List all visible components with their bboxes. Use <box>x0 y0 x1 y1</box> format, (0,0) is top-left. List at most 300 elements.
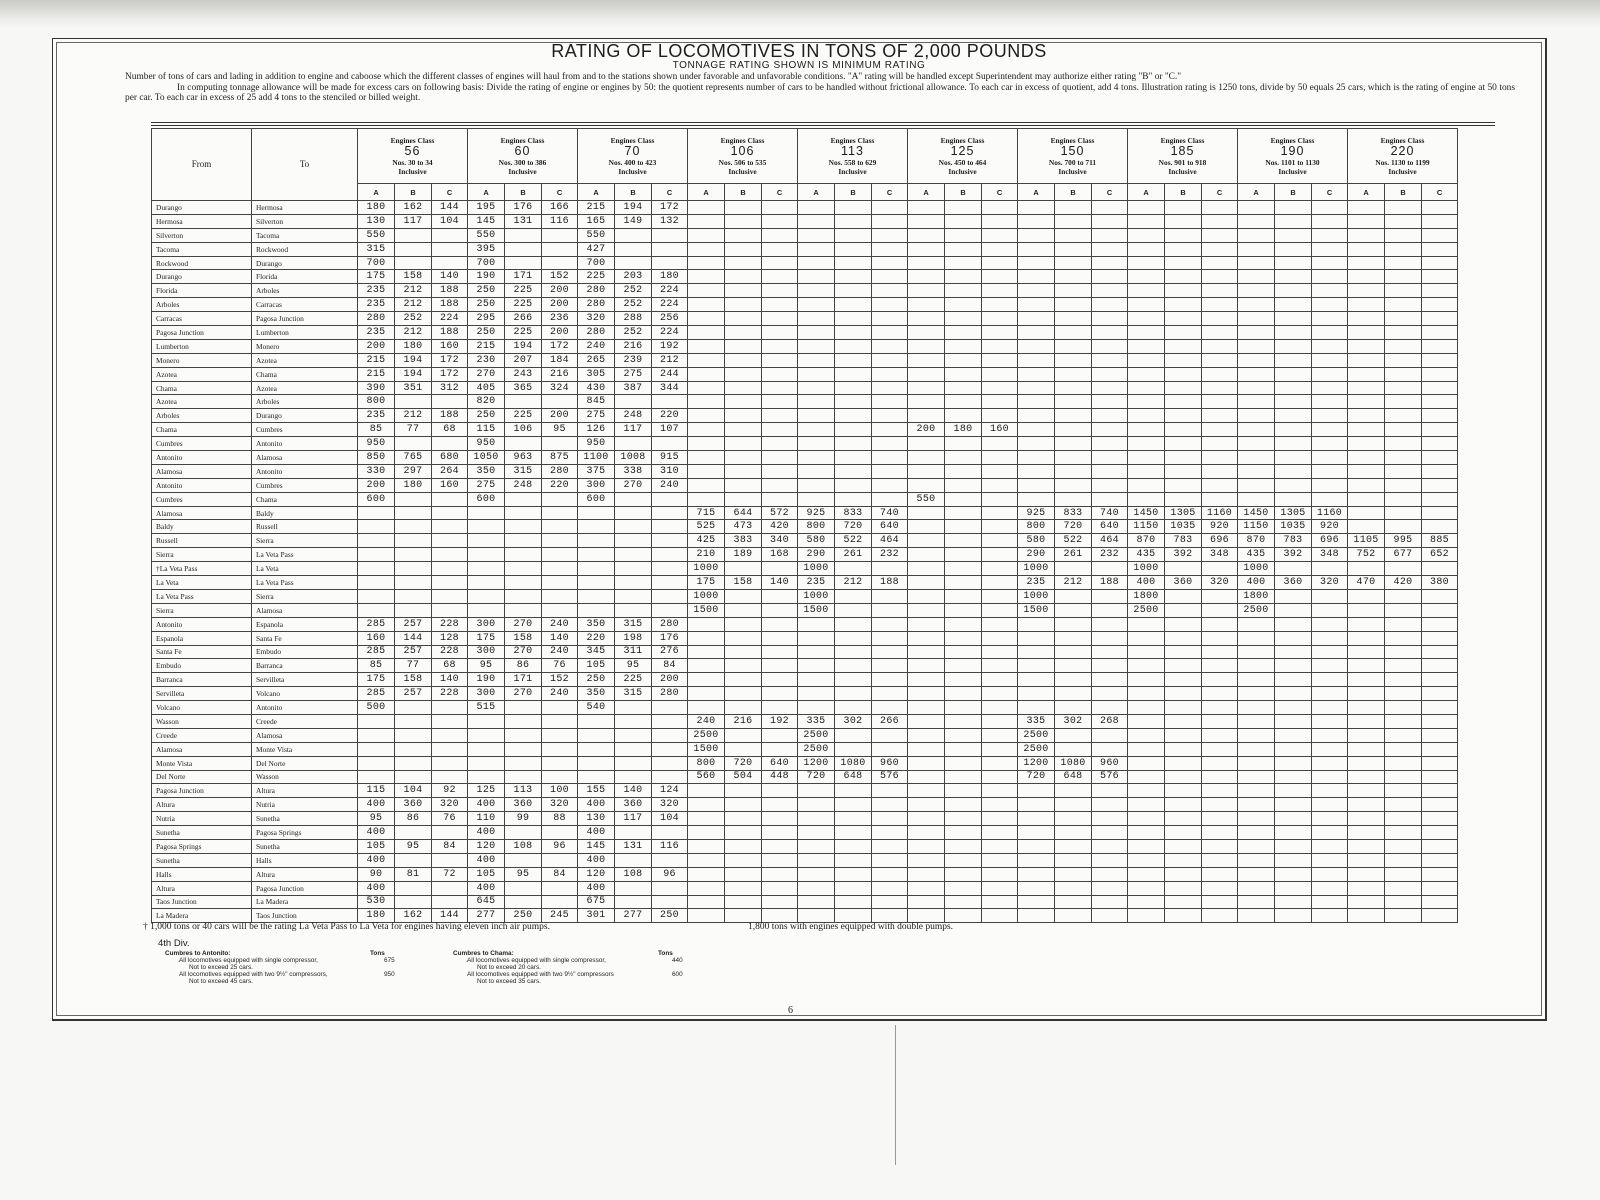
rating-cell: 188 <box>432 326 468 340</box>
engine-class-line1: Engines Class <box>1380 136 1425 145</box>
rating-cell <box>762 909 798 923</box>
rating-cell <box>688 673 725 687</box>
rating-cell <box>1422 784 1458 798</box>
rating-cell <box>1238 631 1275 645</box>
rating-cell <box>725 339 762 353</box>
rating-cell <box>1055 701 1092 715</box>
rating-cell <box>982 701 1018 715</box>
rating-cell <box>872 673 908 687</box>
rating-cell <box>1202 687 1238 701</box>
rating-cell: 1500 <box>688 603 725 617</box>
rating-cell: 95 <box>542 423 578 437</box>
rating-cell <box>1165 798 1202 812</box>
rating-cell <box>835 812 872 826</box>
rating-cell <box>725 645 762 659</box>
rating-cell <box>1312 812 1348 826</box>
rating-cell: 212 <box>1055 576 1092 590</box>
table-row <box>152 867 1458 881</box>
rating-cell <box>908 589 945 603</box>
rating-cell: 550 <box>908 492 945 506</box>
rating-cell <box>725 853 762 867</box>
rating-cell <box>1092 687 1128 701</box>
rating-cell <box>1202 478 1238 492</box>
station-to: Pagosa Springs <box>252 826 358 840</box>
rating-cell: 145 <box>578 839 615 853</box>
rating-cell <box>1312 839 1348 853</box>
rating-cell: 400 <box>468 826 505 840</box>
note-item-line: Not to exceed 25 cars. <box>189 964 253 971</box>
rating-cell <box>1165 242 1202 256</box>
rating-cell <box>725 867 762 881</box>
rating-cell: 280 <box>542 464 578 478</box>
scan-fold-line <box>895 1025 896 1165</box>
rating-cell <box>1238 853 1275 867</box>
rating-cell: 84 <box>652 659 688 673</box>
rating-cell <box>505 826 542 840</box>
rating-cell: 184 <box>542 353 578 367</box>
station-to: Chama <box>252 367 358 381</box>
rating-cell <box>798 826 835 840</box>
rating-cell <box>1385 784 1422 798</box>
rating-cell <box>395 756 432 770</box>
rating-cell: 252 <box>615 326 652 340</box>
rating-cell <box>1055 326 1092 340</box>
rating-cell: 280 <box>358 312 395 326</box>
rating-cell: 113 <box>505 784 542 798</box>
rating-cell <box>1348 687 1385 701</box>
rating-cell <box>688 895 725 909</box>
rating-cell <box>1238 728 1275 742</box>
rating-cell <box>1128 326 1165 340</box>
rating-cell: 240 <box>688 714 725 728</box>
rating-cell <box>798 353 835 367</box>
rating-cell: 360 <box>615 798 652 812</box>
rating-cell <box>1165 603 1202 617</box>
rating-cell <box>798 228 835 242</box>
rating-cell: 1200 <box>798 756 835 770</box>
rating-cell <box>725 312 762 326</box>
rating-cell <box>835 395 872 409</box>
rating-letter-header: C <box>872 184 908 201</box>
rating-cell <box>1128 687 1165 701</box>
rating-cell <box>1092 895 1128 909</box>
rating-cell <box>1055 603 1092 617</box>
rating-cell: 400 <box>358 798 395 812</box>
rating-cell <box>1238 464 1275 478</box>
rating-cell <box>1312 478 1348 492</box>
rating-cell <box>908 659 945 673</box>
rating-letter-header: A <box>1128 184 1165 201</box>
rating-cell: 155 <box>578 784 615 798</box>
rating-cell <box>395 395 432 409</box>
rating-cell <box>468 589 505 603</box>
rating-cell <box>1312 770 1348 784</box>
rating-cell: 288 <box>615 312 652 326</box>
rating-cell: 375 <box>578 464 615 478</box>
rating-cell: 400 <box>578 853 615 867</box>
engine-class-range: Nos. 901 to 918 <box>1158 158 1207 167</box>
rating-cell <box>1275 839 1312 853</box>
rating-cell <box>1312 784 1348 798</box>
station-to: Azotea <box>252 353 358 367</box>
rating-cell <box>945 728 982 742</box>
rating-cell: 158 <box>395 270 432 284</box>
rating-cell <box>1348 867 1385 881</box>
rating-cell <box>358 770 395 784</box>
rating-cell <box>1275 381 1312 395</box>
rating-cell: 677 <box>1385 548 1422 562</box>
rating-cell: 315 <box>615 687 652 701</box>
rating-cell <box>872 617 908 631</box>
engine-class-range: Nos. 30 to 34 <box>392 158 433 167</box>
rating-cell: 131 <box>615 839 652 853</box>
rating-cell <box>1238 881 1275 895</box>
rating-cell <box>1128 701 1165 715</box>
rating-cell <box>652 520 688 534</box>
rating-cell <box>1422 756 1458 770</box>
rating-cell <box>872 214 908 228</box>
rating-cell <box>395 895 432 909</box>
rating-cell <box>578 770 615 784</box>
rating-cell: 240 <box>542 687 578 701</box>
rating-cell <box>1422 201 1458 215</box>
rating-cell <box>1202 464 1238 478</box>
rating-cell: 230 <box>468 353 505 367</box>
rating-cell <box>908 478 945 492</box>
rating-cell: 350 <box>578 687 615 701</box>
rating-cell <box>1275 451 1312 465</box>
rating-cell <box>578 506 615 520</box>
rating-cell: 2500 <box>1238 603 1275 617</box>
rating-cell <box>688 867 725 881</box>
rating-cell <box>835 701 872 715</box>
rating-cell <box>872 589 908 603</box>
rating-cell <box>1422 312 1458 326</box>
rating-cell: 90 <box>358 867 395 881</box>
rating-cell: 188 <box>432 284 468 298</box>
rating-cell <box>652 770 688 784</box>
rating-cell <box>798 437 835 451</box>
rating-cell: 235 <box>358 326 395 340</box>
rating-cell <box>1018 909 1055 923</box>
rating-cell: 250 <box>652 909 688 923</box>
rating-cell <box>505 242 542 256</box>
rating-cell <box>835 242 872 256</box>
rating-cell <box>762 478 798 492</box>
rating-cell: 250 <box>468 284 505 298</box>
rating-cell <box>1238 339 1275 353</box>
rating-cell <box>872 367 908 381</box>
rating-cell: 250 <box>468 409 505 423</box>
rating-cell <box>1165 895 1202 909</box>
rating-cell <box>945 742 982 756</box>
rating-cell: 560 <box>688 770 725 784</box>
rating-cell <box>1165 478 1202 492</box>
rating-cell <box>652 492 688 506</box>
rating-cell <box>505 756 542 770</box>
rating-cell <box>1312 756 1348 770</box>
rating-cell <box>1092 326 1128 340</box>
engine-class-header <box>1348 129 1458 184</box>
rating-cell <box>688 284 725 298</box>
rating-cell <box>505 742 542 756</box>
table-row <box>152 784 1458 798</box>
rating-cell: 833 <box>835 506 872 520</box>
table-header-row <box>152 129 1458 184</box>
rating-cell <box>505 881 542 895</box>
rating-cell <box>1422 326 1458 340</box>
rating-cell: 235 <box>358 409 395 423</box>
rating-cell <box>1348 395 1385 409</box>
rating-cell <box>725 895 762 909</box>
rating-cell <box>1055 687 1092 701</box>
rating-cell <box>798 784 835 798</box>
rating-cell <box>468 756 505 770</box>
rating-cell <box>688 853 725 867</box>
rating-cell <box>1348 603 1385 617</box>
rating-cell <box>1202 812 1238 826</box>
rating-cell <box>1348 451 1385 465</box>
rating-cell <box>908 839 945 853</box>
rating-cell <box>1385 617 1422 631</box>
rating-cell <box>1238 839 1275 853</box>
rating-cell <box>835 492 872 506</box>
rating-cell: 95 <box>468 659 505 673</box>
rating-cell: 1000 <box>1128 562 1165 576</box>
engine-class-range: Nos. 400 to 423 <box>608 158 657 167</box>
rating-cell: 216 <box>542 367 578 381</box>
rating-cell <box>1422 853 1458 867</box>
rating-cell: 1500 <box>688 742 725 756</box>
rating-cell <box>358 756 395 770</box>
station-to: La Veta Pass <box>252 548 358 562</box>
rating-cell <box>542 589 578 603</box>
rating-cell <box>1165 409 1202 423</box>
rating-cell <box>872 339 908 353</box>
rating-cell <box>945 242 982 256</box>
rating-cell <box>982 256 1018 270</box>
rating-cell <box>1312 423 1348 437</box>
rating-cell <box>798 492 835 506</box>
rating-cell <box>835 909 872 923</box>
rating-cell <box>982 812 1018 826</box>
engine-class-header <box>1238 129 1348 184</box>
rating-cell: 963 <box>505 451 542 465</box>
rating-cell: 224 <box>652 326 688 340</box>
rating-cell <box>1238 298 1275 312</box>
rating-cell <box>908 714 945 728</box>
rating-cell: 350 <box>578 617 615 631</box>
rating-cell <box>982 506 1018 520</box>
rating-cell <box>1422 714 1458 728</box>
rating-cell <box>872 437 908 451</box>
rating-cell <box>835 617 872 631</box>
rating-cell <box>1275 478 1312 492</box>
rating-cell: 2500 <box>798 728 835 742</box>
rating-cell <box>1422 631 1458 645</box>
rating-cell <box>762 256 798 270</box>
rating-cell <box>835 367 872 381</box>
rating-cell: 300 <box>468 617 505 631</box>
table-row <box>152 562 1458 576</box>
rating-cell: 228 <box>432 687 468 701</box>
rating-cell <box>1055 617 1092 631</box>
station-from: Creede <box>152 728 252 742</box>
station-to: Embudo <box>252 645 358 659</box>
rating-cell <box>1422 409 1458 423</box>
station-to: Hermosa <box>252 201 358 215</box>
rating-cell <box>578 562 615 576</box>
rating-cell <box>688 353 725 367</box>
rating-cell <box>725 881 762 895</box>
rating-cell <box>1312 645 1348 659</box>
station-from: Azotea <box>152 367 252 381</box>
rating-cell <box>1275 437 1312 451</box>
rating-cell <box>982 326 1018 340</box>
rating-cell <box>615 881 652 895</box>
rating-cell: 85 <box>358 423 395 437</box>
rating-cell: 175 <box>688 576 725 590</box>
rating-cell: 1305 <box>1165 506 1202 520</box>
station-to: Baldy <box>252 506 358 520</box>
rating-cell <box>505 576 542 590</box>
rating-cell <box>762 492 798 506</box>
rating-cell <box>1275 756 1312 770</box>
rating-cell: 1800 <box>1128 589 1165 603</box>
note-cumbres-antonito <box>165 950 414 985</box>
rating-cell <box>725 423 762 437</box>
rating-cell: 600 <box>358 492 395 506</box>
rating-cell <box>1312 284 1348 298</box>
rating-cell: 168 <box>762 548 798 562</box>
engine-class-incl: Inclusive <box>948 167 977 176</box>
station-to: Nutria <box>252 798 358 812</box>
rating-cell <box>908 381 945 395</box>
rating-cell: 470 <box>1348 576 1385 590</box>
rating-cell <box>1385 728 1422 742</box>
rating-cell: 740 <box>1092 506 1128 520</box>
station-to: Taos Junction <box>252 909 358 923</box>
rating-cell <box>1422 826 1458 840</box>
rating-cell <box>1092 839 1128 853</box>
rating-cell <box>1348 520 1385 534</box>
rating-cell <box>1092 451 1128 465</box>
rating-cell <box>798 326 835 340</box>
rating-cell <box>542 576 578 590</box>
rating-cell <box>982 520 1018 534</box>
station-from: Antonito <box>152 451 252 465</box>
rating-cell <box>542 603 578 617</box>
rating-cell <box>1092 826 1128 840</box>
rating-cell <box>1092 256 1128 270</box>
rating-cell <box>945 478 982 492</box>
rating-cell <box>1202 603 1238 617</box>
rating-cell <box>908 270 945 284</box>
rating-cell: 225 <box>505 298 542 312</box>
rating-cell <box>872 326 908 340</box>
rating-cell <box>1202 631 1238 645</box>
rating-cell <box>1128 673 1165 687</box>
rating-cell <box>615 826 652 840</box>
rating-cell <box>1238 895 1275 909</box>
rating-cell <box>1128 201 1165 215</box>
rating-cell <box>1348 478 1385 492</box>
rating-cell <box>1385 673 1422 687</box>
rating-cell: 225 <box>615 673 652 687</box>
rating-cell <box>1385 464 1422 478</box>
rating-cell <box>432 534 468 548</box>
table-row <box>152 701 1458 715</box>
rating-cell <box>1018 659 1055 673</box>
rating-cell <box>1202 728 1238 742</box>
rating-cell <box>395 228 432 242</box>
rating-cell <box>1275 312 1312 326</box>
rating-cell <box>1238 478 1275 492</box>
rating-cell <box>1055 242 1092 256</box>
rating-cell <box>798 909 835 923</box>
rating-cell <box>1385 228 1422 242</box>
rating-cell <box>872 201 908 215</box>
station-to: Russell <box>252 520 358 534</box>
rating-cell: 576 <box>872 770 908 784</box>
station-from: Monte Vista <box>152 756 252 770</box>
rating-cell: 195 <box>468 201 505 215</box>
rating-cell <box>1202 381 1238 395</box>
note-tons-label: Tons <box>370 950 385 957</box>
rating-cell <box>1202 201 1238 215</box>
rating-cell <box>1128 381 1165 395</box>
rating-cell <box>908 645 945 659</box>
rating-cell <box>762 673 798 687</box>
rating-cell <box>1422 659 1458 673</box>
rating-cell <box>1348 798 1385 812</box>
rating-cell <box>1165 756 1202 770</box>
rating-cell <box>908 312 945 326</box>
rating-cell <box>1238 201 1275 215</box>
rating-cell <box>1018 826 1055 840</box>
rating-cell <box>945 451 982 465</box>
rating-cell <box>1165 395 1202 409</box>
rating-cell: 324 <box>542 381 578 395</box>
rating-cell <box>1275 881 1312 895</box>
division-label: 4th Div. <box>158 938 190 949</box>
rating-cell <box>542 520 578 534</box>
rating-cell: 215 <box>358 367 395 381</box>
rating-cell <box>1275 409 1312 423</box>
rating-cell: 950 <box>578 437 615 451</box>
rating-cell <box>1275 853 1312 867</box>
station-from: †La Veta Pass <box>152 562 252 576</box>
rating-cell <box>1312 464 1348 478</box>
rating-cell <box>1092 423 1128 437</box>
rating-cell: 752 <box>1348 548 1385 562</box>
rating-cell: 77 <box>395 423 432 437</box>
rating-cell <box>688 339 725 353</box>
rating-cell <box>798 464 835 478</box>
rating-cell: 212 <box>395 326 432 340</box>
rating-cell: 700 <box>578 256 615 270</box>
rating-cell <box>872 659 908 673</box>
rating-cell <box>872 742 908 756</box>
rating-cell: 400 <box>468 798 505 812</box>
footnote <box>143 922 954 932</box>
rating-cell <box>982 714 1018 728</box>
rating-cell: 1035 <box>1165 520 1202 534</box>
rating-cell <box>1348 492 1385 506</box>
table-row <box>152 478 1458 492</box>
rating-cell <box>835 256 872 270</box>
rating-cell <box>982 909 1018 923</box>
